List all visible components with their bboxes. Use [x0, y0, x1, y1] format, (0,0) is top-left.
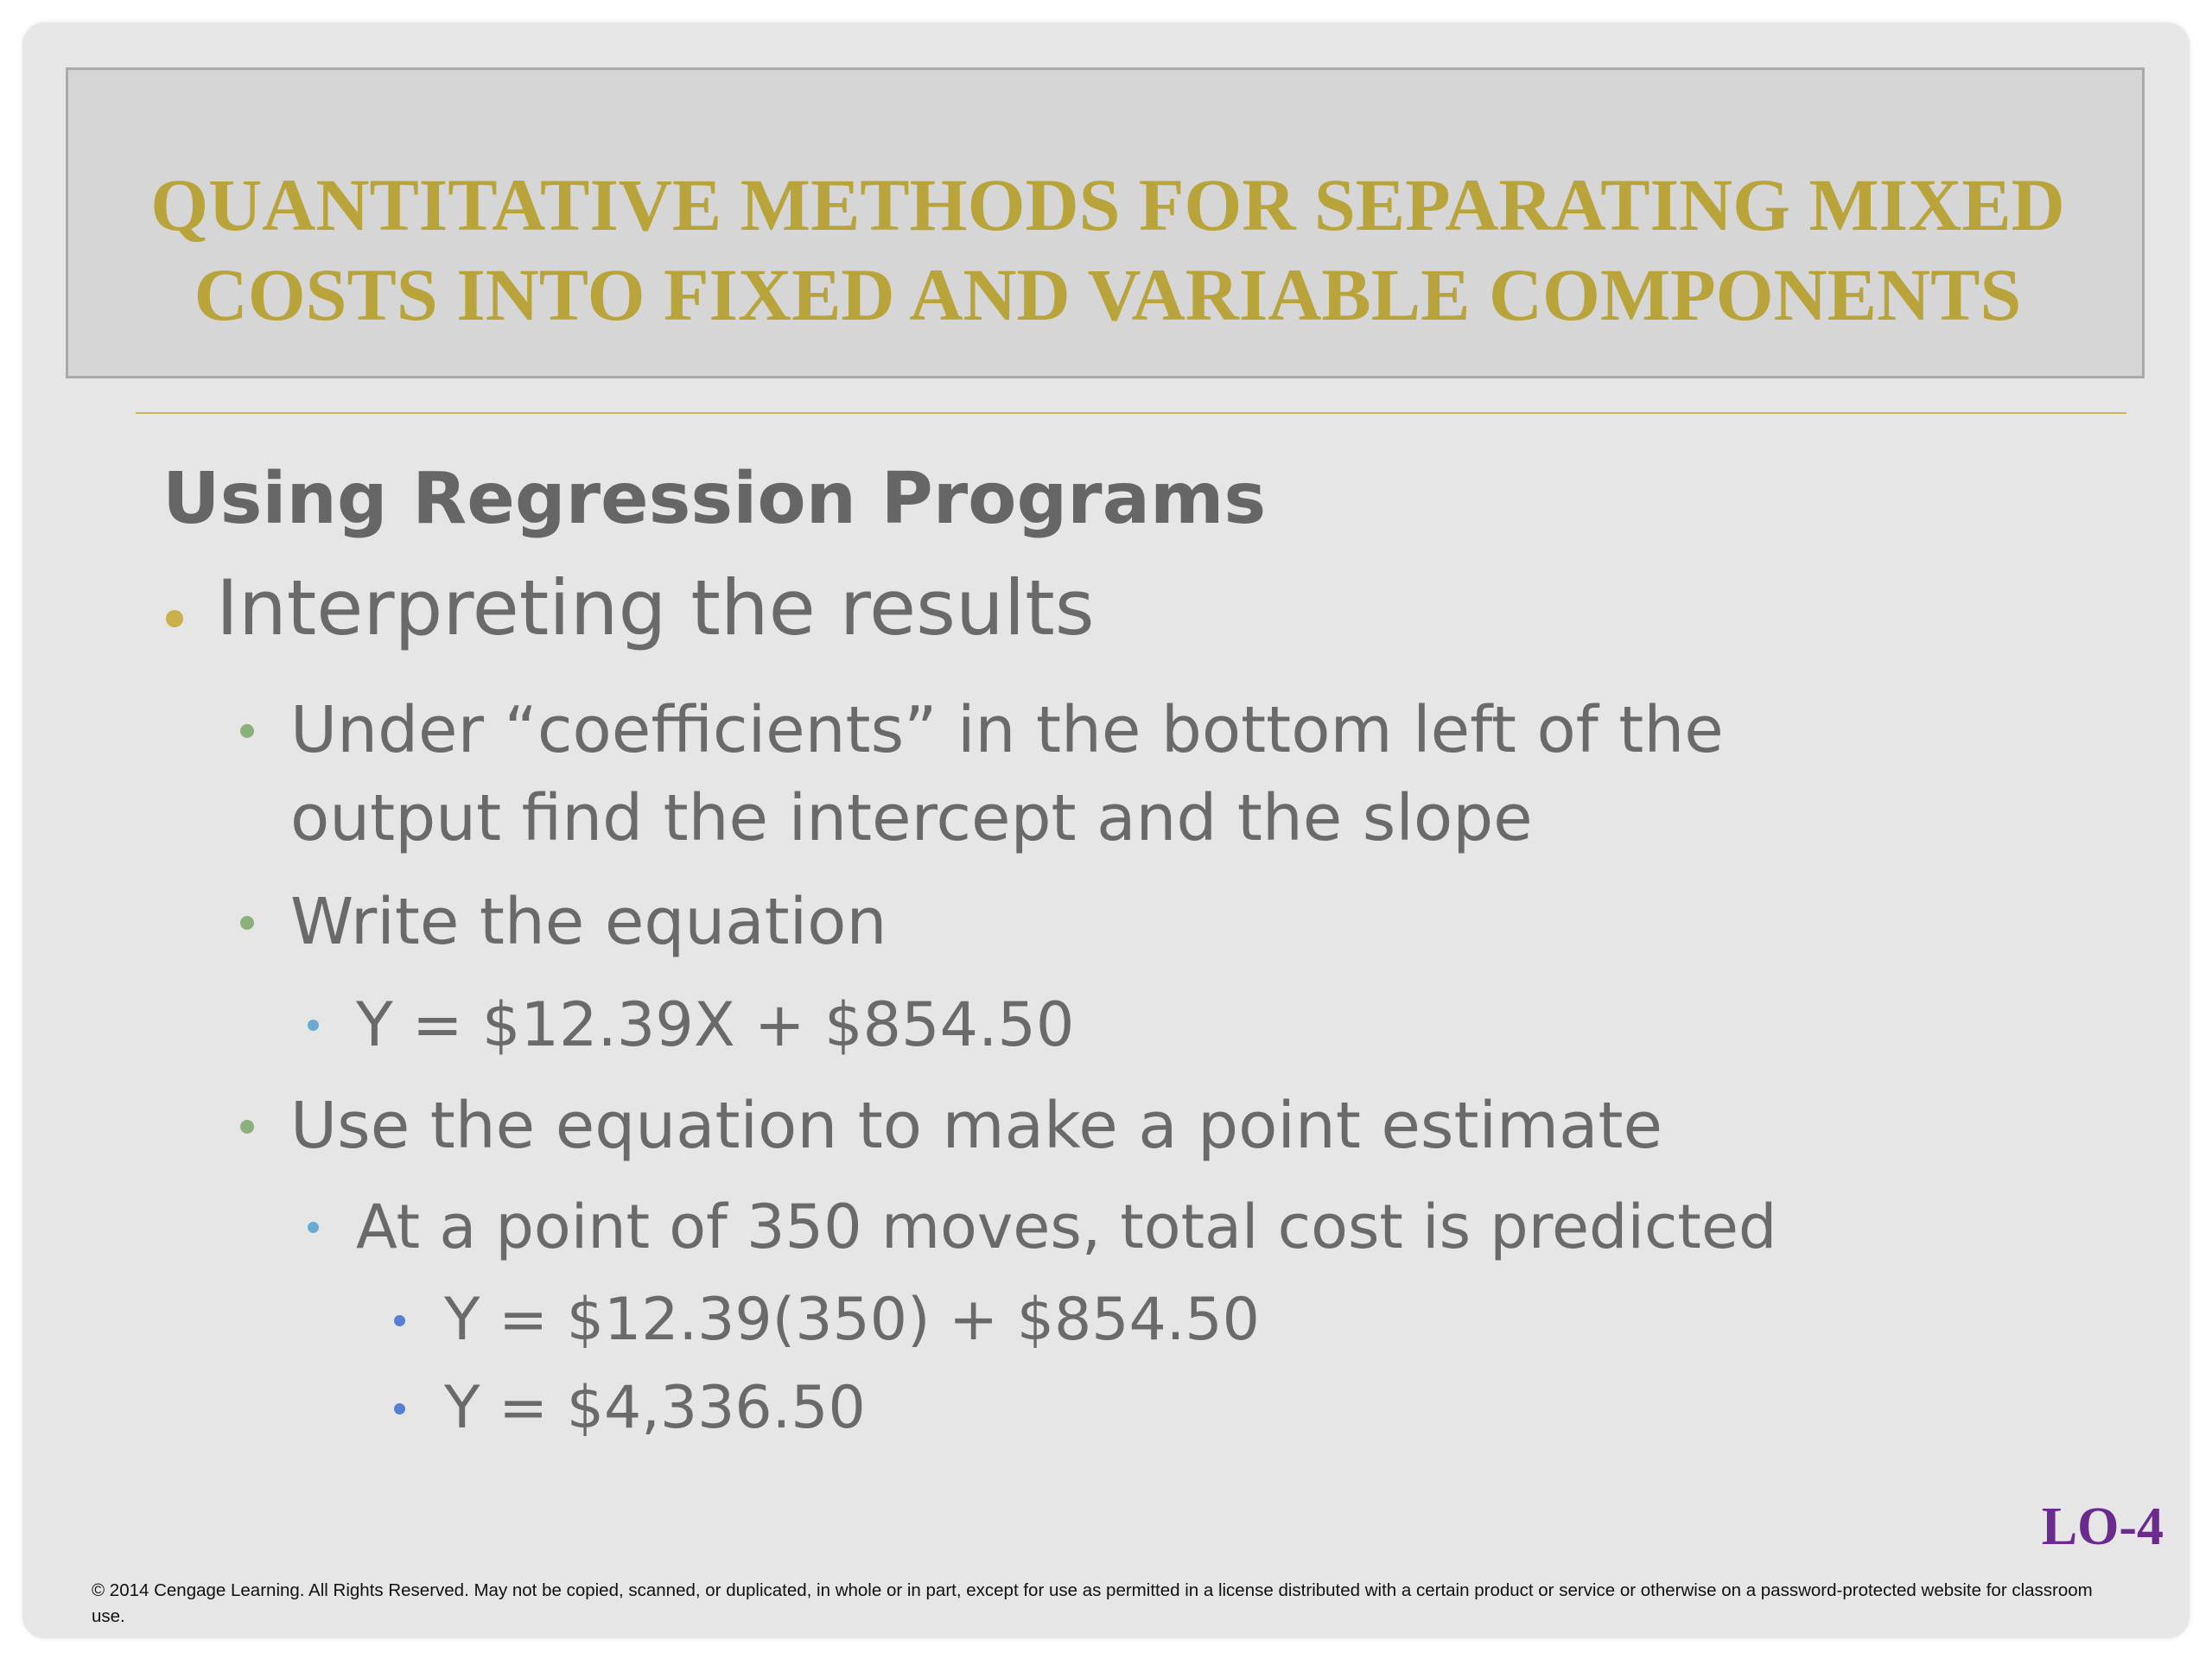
bullet-dot-level3	[308, 1222, 319, 1233]
bullet-equation: Y = $12.39X + $854.50	[356, 989, 1075, 1060]
bullet-write-equation: Write the equation	[290, 885, 887, 959]
title-divider	[136, 412, 2126, 414]
bullet-calc-1: Y = $12.39(350) + $854.50	[444, 1286, 1260, 1354]
copyright-notice: © 2014 Cengage Learning. All Rights Reserved. May not be copied, scanned, or duplicated, in whole or in part, except for use as permitted in a license distributed with a certain product or service or otherwise on a password-protected website for classroom use.	[92, 1580, 2093, 1626]
bullet-dot-level2	[240, 916, 254, 930]
slide-subtitle: Using Regression Programs	[162, 458, 1267, 540]
slide-title	[68, 160, 2147, 340]
bullet-point-estimate: At a point of 350 moves, total cost is predicted	[356, 1192, 1777, 1262]
bullet-dot-level1	[166, 610, 183, 627]
bullet-dot-level4	[394, 1403, 405, 1414]
bullet-coefficients-line2: output find the intercept and the slope	[290, 781, 1533, 855]
bullet-coefficients-line1: Under “coefficients” in the bottom left of the	[290, 693, 1724, 767]
bullet-use-equation: Use the equation to make a point estimate	[290, 1089, 1663, 1163]
title-box	[66, 67, 2145, 378]
bullet-interpreting: Interpreting the results	[216, 563, 1095, 652]
bullet-dot-level2	[240, 724, 254, 738]
learning-objective-label: LO-4	[2041, 1497, 2164, 1556]
title-line-2: COSTS INTO FIXED AND VARIABLE COMPONENTS	[194, 253, 2022, 336]
bullet-dot-level2	[240, 1120, 254, 1134]
bullet-dot-level3	[308, 1020, 319, 1031]
bullet-dot-level4	[394, 1315, 405, 1326]
slide	[22, 22, 2190, 1638]
title-line-1: QUANTITATIVE METHODS FOR SEPARATING MIXED	[150, 163, 2065, 246]
bullet-calc-2: Y = $4,336.50	[444, 1374, 866, 1442]
